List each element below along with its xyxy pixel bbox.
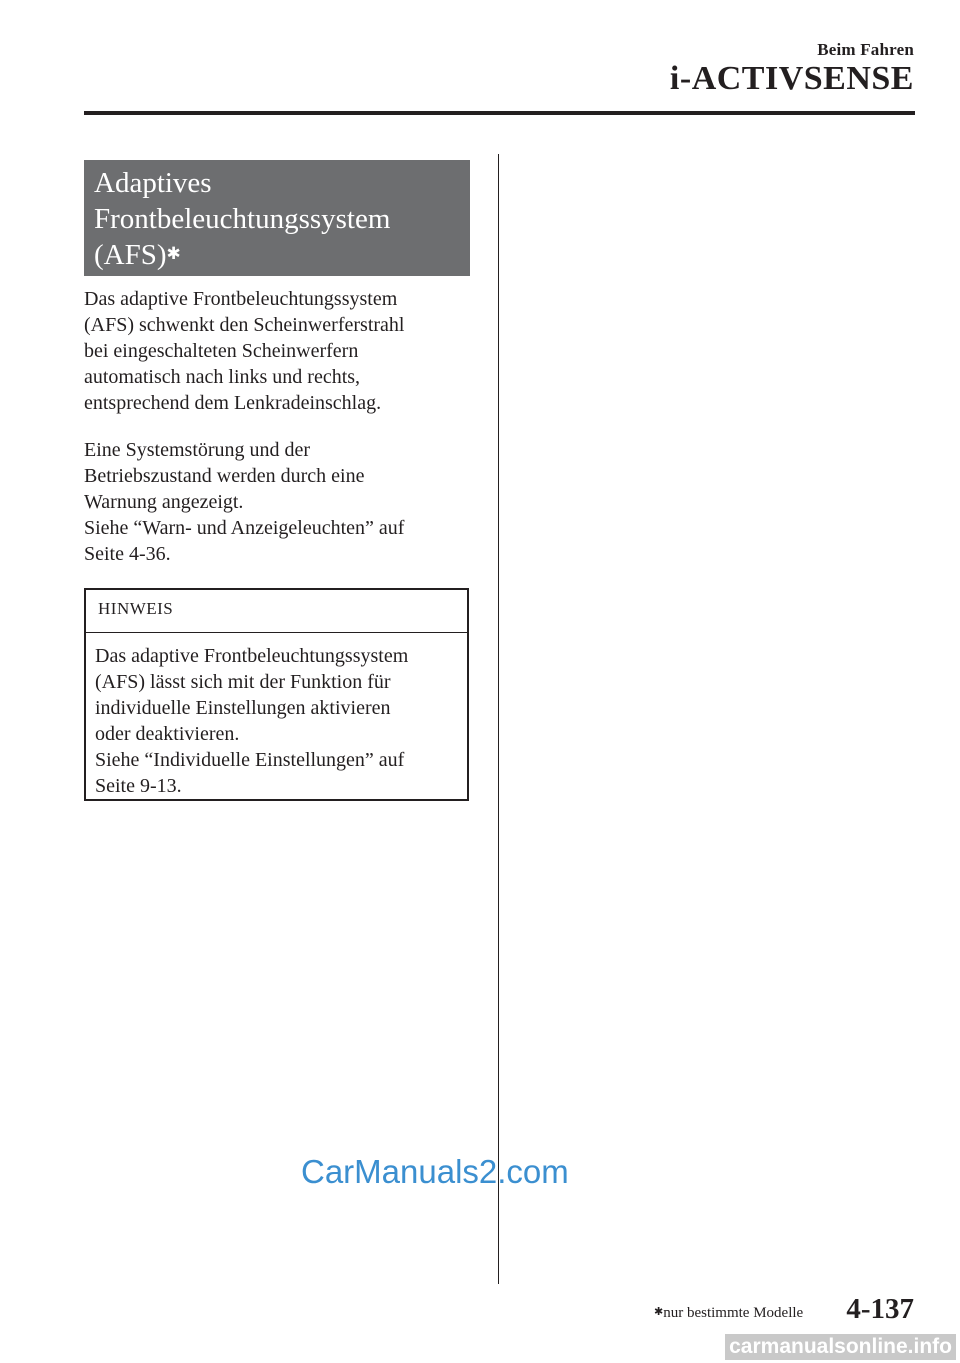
- column-divider: [498, 154, 499, 1284]
- intro-line: automatisch nach links und rechts,: [84, 366, 361, 388]
- section-title-line-3-text: (AFS): [94, 239, 167, 271]
- note-line: individuelle Einstellungen aktivieren: [95, 697, 391, 719]
- malfunction-paragraph: [84, 437, 474, 567]
- note-line: Das adaptive Frontbeleuchtungssystem: [95, 645, 409, 667]
- malfunction-line: Siehe “Warn- und Anzeigeleuchten” auf: [84, 517, 405, 539]
- intro-line: (AFS) schwenkt den Scheinwerferstrahl: [84, 314, 405, 336]
- note-line: Seite 9-13.: [95, 775, 182, 797]
- note-line: Siehe “Individuelle Einstellungen” auf: [95, 749, 405, 771]
- note-line: (AFS) lässt sich mit der Funktion für: [95, 671, 391, 693]
- note-divider: [86, 632, 467, 633]
- intro-line: bei eingeschalteten Scheinwerfern: [84, 340, 359, 362]
- section-title-line-1: Adaptives: [94, 167, 212, 199]
- note-body: [95, 643, 408, 799]
- intro-line: entsprechend dem Lenkradeinschlag.: [84, 392, 382, 414]
- malfunction-line: Eine Systemstörung und der: [84, 439, 311, 461]
- optional-equipment-marker-icon: ✱: [166, 244, 181, 263]
- footer-note: [654, 1305, 803, 1322]
- header-rule: [84, 111, 915, 115]
- malfunction-line: Warnung angezeigt.: [84, 491, 244, 513]
- note-heading: HINWEIS: [98, 599, 174, 618]
- section-title-line-3: [94, 237, 470, 273]
- footer-note-text: nur bestimmte Modelle: [663, 1305, 804, 1321]
- chapter-title: i-ACTIVSENSE: [669, 60, 914, 97]
- intro-paragraph: [84, 286, 474, 416]
- intro-line: Das adaptive Frontbeleuchtungssystem: [84, 288, 398, 310]
- section-title-box: [84, 160, 470, 276]
- note-line: oder deaktivieren.: [95, 723, 240, 745]
- note-box: [84, 588, 469, 801]
- section-title-line-2: Frontbeleuchtungssystem: [94, 203, 391, 235]
- malfunction-line: Seite 4-36.: [84, 543, 171, 565]
- section-header: Beim Fahren: [817, 40, 914, 59]
- page-number: 4-137: [846, 1293, 914, 1325]
- malfunction-line: Betriebszustand werden durch eine: [84, 465, 365, 487]
- site-footer-link[interactable]: carmanualsonline.info: [725, 1334, 956, 1360]
- footer-marker-icon: ✱: [654, 1306, 664, 1318]
- watermark-link[interactable]: CarManuals2.com: [301, 1153, 569, 1190]
